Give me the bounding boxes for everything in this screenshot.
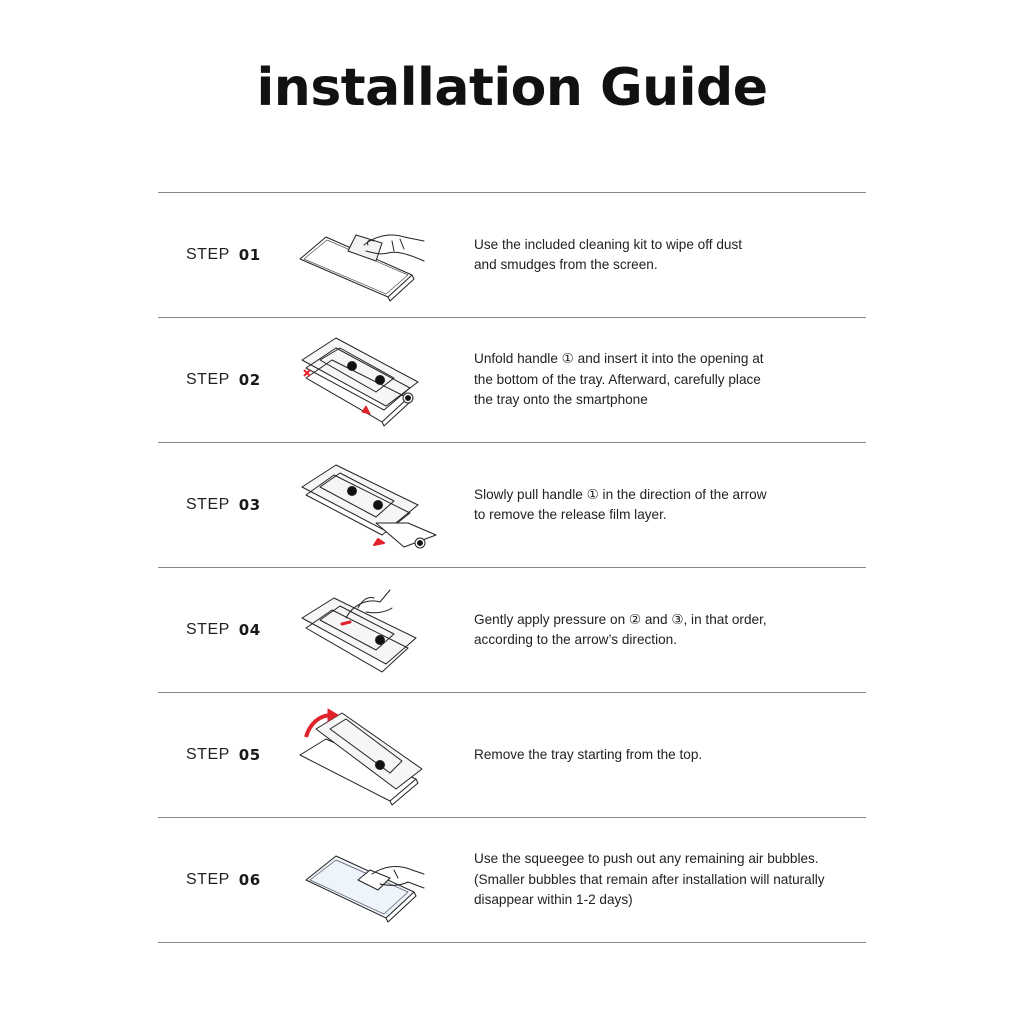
step-heading bbox=[186, 318, 261, 442]
step-row bbox=[158, 818, 866, 943]
squeegee-bubbles-icon bbox=[296, 818, 456, 942]
step-label: STEP bbox=[186, 496, 230, 513]
step-description bbox=[474, 193, 854, 317]
description-line: Use the included cleaning kit to wipe off dust bbox=[474, 236, 743, 252]
step-number: 02 bbox=[238, 371, 261, 389]
step-label: STEP bbox=[186, 746, 230, 763]
step-row bbox=[158, 568, 866, 693]
phone-cleaning-wipe-icon bbox=[296, 193, 456, 317]
description-line: Unfold handle ① and insert it into the opening at bbox=[474, 351, 764, 367]
step-description bbox=[474, 318, 854, 442]
step-row bbox=[158, 443, 866, 568]
step-row bbox=[158, 193, 866, 318]
installation-steps bbox=[158, 192, 866, 943]
description-line: according to the arrow’s direction. bbox=[474, 632, 678, 647]
page-title: installation Guide bbox=[256, 58, 768, 118]
step-number: 04 bbox=[238, 621, 261, 639]
step-description bbox=[474, 693, 854, 817]
step-row bbox=[158, 693, 866, 818]
step-description bbox=[474, 818, 854, 942]
description-line: and smudges from the screen. bbox=[474, 257, 658, 272]
step-heading bbox=[186, 568, 261, 692]
tray-on-phone-icon bbox=[296, 318, 456, 442]
step-heading bbox=[186, 818, 261, 942]
description-line: disappear within 1-2 days) bbox=[474, 892, 633, 908]
step-description bbox=[474, 568, 854, 692]
description-line: Remove the tray starting from the top. bbox=[474, 746, 703, 762]
step-row bbox=[158, 318, 866, 443]
step-description bbox=[474, 443, 854, 567]
description-line: Slowly pull handle ① in the direction of the arrow bbox=[474, 486, 767, 502]
description-line: the bottom of the tray. Afterward, carefully place bbox=[474, 371, 761, 387]
pull-release-film-icon bbox=[296, 443, 456, 567]
description-line: to remove the release film layer. bbox=[474, 507, 667, 522]
press-tray-icon bbox=[296, 568, 456, 692]
step-number: 01 bbox=[238, 246, 261, 264]
step-label: STEP bbox=[186, 371, 230, 388]
step-heading bbox=[186, 443, 261, 567]
step-number: 03 bbox=[238, 496, 261, 514]
description-line: the tray onto the smartphone bbox=[474, 392, 648, 408]
step-heading bbox=[186, 193, 261, 317]
description-line: (Smaller bubbles that remain after installation will naturally bbox=[474, 871, 825, 887]
remove-tray-icon bbox=[296, 693, 456, 817]
step-label: STEP bbox=[186, 871, 230, 888]
description-line: Gently apply pressure on ② and ③, in that order, bbox=[474, 611, 767, 627]
description-line: Use the squeegee to push out any remaining air bubbles. bbox=[474, 851, 819, 867]
step-heading bbox=[186, 693, 261, 817]
step-number: 06 bbox=[238, 871, 261, 889]
step-label: STEP bbox=[186, 246, 230, 263]
step-number: 05 bbox=[238, 746, 261, 764]
step-label: STEP bbox=[186, 621, 230, 638]
